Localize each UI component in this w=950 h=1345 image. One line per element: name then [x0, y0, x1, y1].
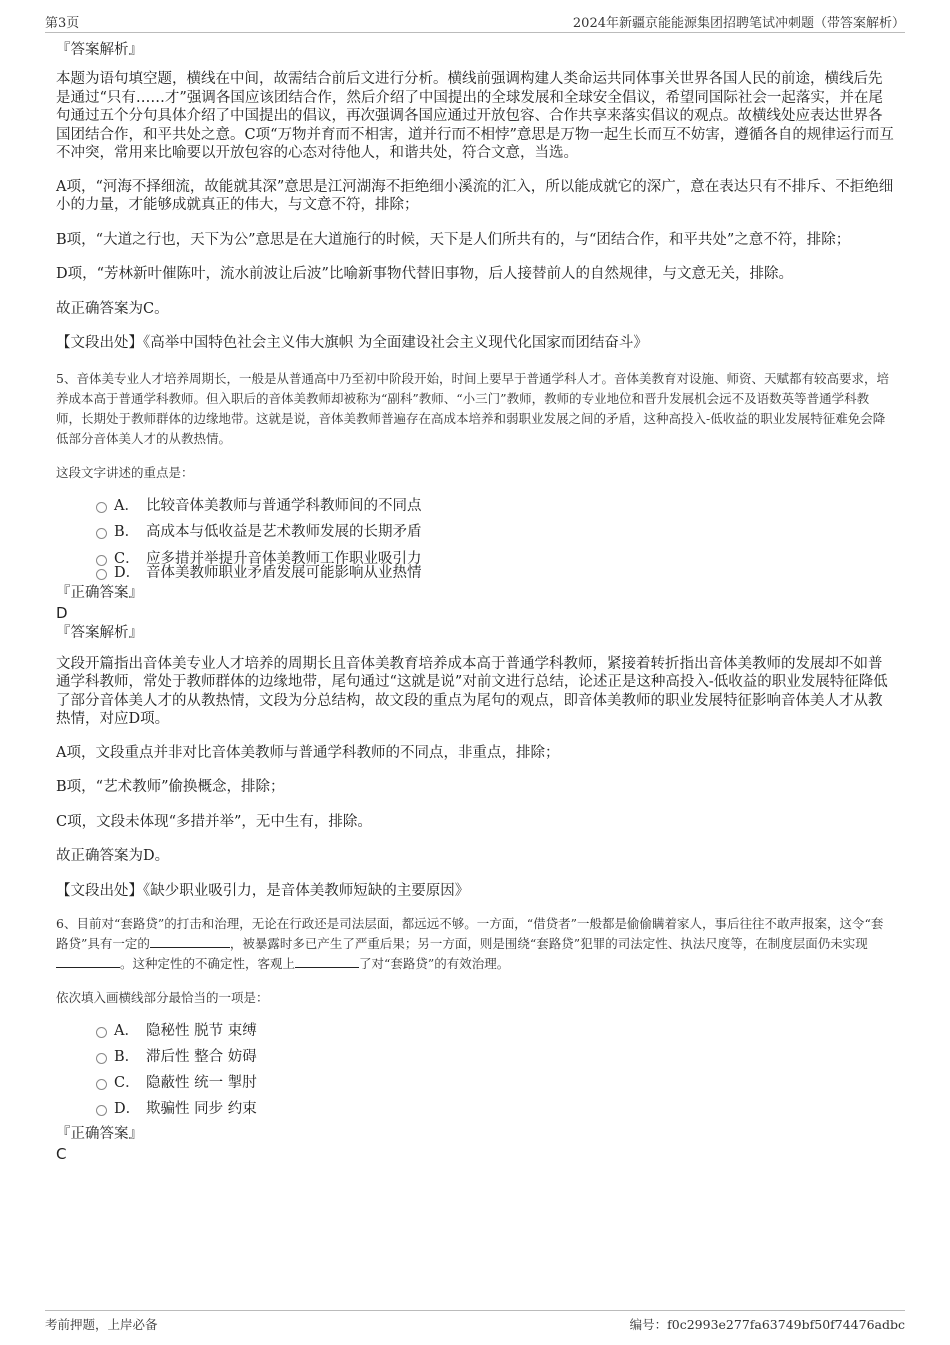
option-key: D． — [114, 1101, 141, 1117]
question-prompt: 这段文字讲述的重点是： — [56, 464, 194, 480]
question-stem: 5、音体美专业人才培养周期长，一般是从普通高中乃至初中阶段开始，时间上要早于普通学科人才。音体美教育对设施、师资、天赋都有较高要求，培养成本高于普通学科教师。但入职后的音体美教师却被称为“副科”教师、“小三门”教师，教师的专业地位和晋升发展机会远不及语数英等普通学科教师，长期处于教师群体的边缘地带。这就是说，音体美教师普遍存在高成本培养和弱职业发展之间的矛盾，这种高投入-低收益的职业发展特征难免会降低部分音体美人才的从教热情。 — [56, 370, 889, 446]
option-text: 隐秘性 脱节 束缚 — [146, 1023, 257, 1039]
source-title: 《缺少职业吸引力，是音体美教师短缺的主要原因》 — [143, 882, 470, 899]
analysis-text: 本题为语句填空题，横线在中间，故需结合前后文进行分析。横线前强调构建人类命运共同体事关世界各国人民的前途，横线后先是通过“只有……才”强调各国应该团结合作，然后介绍了中国提出的全球发展和全球安全倡议，希望同国际社会一起落实，并在尾句通过五个分句具体介绍了中国提出的倡议，再次强调各国应通过开放包容、合作共享来落实倡议的观点。故横线处应表达世界各国团结合作，和平共处之意。C项“万物并育而不相害，道并行而不相悖”意思是万物一起生长而互不妨害，遵循各自的规律运行而互不冲突，常用来比喻要以开放包容的心态对待他人，和谐共处，符合文意，当选。 — [56, 71, 894, 161]
analysis-item-b: B项，“艺术教师”偷换概念，排除； — [56, 779, 285, 795]
radio-icon[interactable] — [96, 528, 107, 539]
analysis-tag: 『答案解析』 — [56, 624, 143, 641]
option-d[interactable] — [56, 565, 894, 581]
option-text: 音体美教师职业矛盾发展可能影响从业热情 — [146, 564, 422, 581]
question-prompt: 依次填入画横线部分最恰当的一项是： — [56, 990, 269, 1005]
document-code: 编号：f0c2993e277fa63749bf50f74476adbc — [629, 1317, 905, 1332]
analysis-item-d: D项，“芳林新叶催陈叶，流水前波让后波”比喻新事物代替旧事物，后人接替前人的自然规律，与文意无关，排除。 — [56, 266, 793, 282]
option-key: B． — [114, 523, 140, 540]
source-label: 【文段出处】 — [56, 882, 143, 899]
option-b[interactable] — [56, 1044, 894, 1070]
page-number: 第3页 — [45, 16, 80, 31]
conclusion: 故正确答案为D。 — [56, 848, 170, 864]
option-key: A． — [114, 1023, 139, 1039]
answer-value: D — [56, 603, 68, 622]
answer-value: C — [56, 1145, 67, 1163]
option-list — [56, 493, 894, 581]
option-list — [56, 1018, 894, 1122]
footer-slogan: 考前押题，上岸必备 — [45, 1317, 158, 1332]
fill-blank-1 — [150, 934, 230, 948]
page-header — [45, 12, 905, 33]
option-b[interactable] — [56, 519, 894, 545]
option-text: 应多措并举提升音体美教师工作职业吸引力 — [146, 550, 422, 567]
analysis-item-a: A项，文段重点并非对比音体美教师与普通学科教师的不同点，非重点，排除； — [56, 744, 560, 761]
stem-part-1: 6、目前对“套路贷”的打击和治理，无论在行政还是司法层面，都远远不够。一方面，“借贷者”一般都是偷偷瞒着家人，事后往往不敢声报案，这令“套路贷”具有一定的 — [56, 916, 884, 951]
option-text: 高成本与低收益是艺术教师发展的长期矛盾 — [146, 523, 422, 540]
option-key: C． — [114, 1075, 140, 1091]
fill-blank-2 — [56, 954, 120, 968]
option-text: 欺骗性 同步 约束 — [146, 1101, 257, 1117]
source-title: 《高举中国特色社会主义伟大旗帜 为全面建设社会主义现代化国家而团结奋斗》 — [143, 335, 648, 351]
answer-tag: 『正确答案』 — [56, 1126, 143, 1142]
radio-icon[interactable] — [96, 1053, 107, 1064]
fill-blank-3 — [295, 954, 359, 968]
stem-part-4: 了对“套路贷”的有效治理。 — [359, 956, 510, 971]
document-title: 2024年新疆京能能源集团招聘笔试冲刺题（带答案解析） — [572, 16, 905, 31]
page-content — [56, 40, 894, 1164]
radio-icon[interactable] — [96, 502, 107, 513]
stem-part-2: ，被暴露时多已产生了严重后果；另一方面，则是围绕“套路贷”犯罪的司法定性、执法尺度等，在制度层面仍未实现 — [229, 936, 868, 951]
question-stem — [56, 914, 894, 974]
radio-icon[interactable] — [96, 1079, 107, 1090]
option-key: B． — [114, 1049, 140, 1065]
option-a[interactable] — [56, 1018, 894, 1044]
option-text: 隐蔽性 统一 掣肘 — [146, 1075, 257, 1091]
analysis-tag: 『答案解析』 — [56, 42, 143, 58]
source — [56, 882, 894, 901]
radio-icon[interactable] — [96, 569, 107, 580]
option-key: D． — [114, 564, 141, 581]
option-a[interactable] — [56, 493, 894, 519]
option-d[interactable] — [56, 1096, 894, 1122]
option-key: A． — [114, 497, 139, 514]
conclusion: 故正确答案为C。 — [56, 300, 169, 317]
page-footer — [45, 1310, 905, 1337]
analysis-item-c: C项，文段未体现“多措并举”，无中生有，排除。 — [56, 813, 372, 830]
source-label: 【文段出处】 — [56, 335, 143, 351]
answer-tag: 『正确答案』 — [56, 584, 143, 601]
option-c[interactable] — [56, 1070, 894, 1096]
option-text: 滞后性 整合 妨碍 — [146, 1049, 257, 1065]
option-key: C． — [114, 550, 140, 567]
radio-icon[interactable] — [96, 1105, 107, 1116]
analysis-text: 文段开篇指出音体美专业人才培养的周期长且音体美教育培养成本高于普通学科教师，紧接着转折指出音体美教师的发展却不如普通学科教师，常处于教师群体的边缘地带，尾句通过“这就是说”对前文进行总结，论述正是这种高投入-低收益的职业发展特征降低了部分音体美人才的从教热情，文段为分总结构，故文段的重点为尾句的观点，即音体美教师的职业发展特征影响音体美人才从教热情，对应D项。 — [56, 655, 888, 727]
option-text: 比较音体美教师与普通学科教师间的不同点 — [146, 497, 422, 514]
analysis-item-a: A项，“河海不择细流，故能就其深”意思是江河湖海不拒绝细小溪流的汇入，所以能成就它的深广，意在表达只有不排斥、不拒绝细小的力量，才能够成就真正的伟大，与文意不符，排除； — [56, 178, 894, 213]
radio-icon[interactable] — [96, 1027, 107, 1038]
source — [56, 334, 894, 353]
stem-part-3: 。这种定性的不确定性，客观上 — [120, 956, 296, 971]
analysis-item-b: B项，“大道之行也，天下为公”意思是在大道施行的时候，天下是人们所共有的，与“团结合作，和平共处”之意不符，排除； — [56, 231, 851, 248]
